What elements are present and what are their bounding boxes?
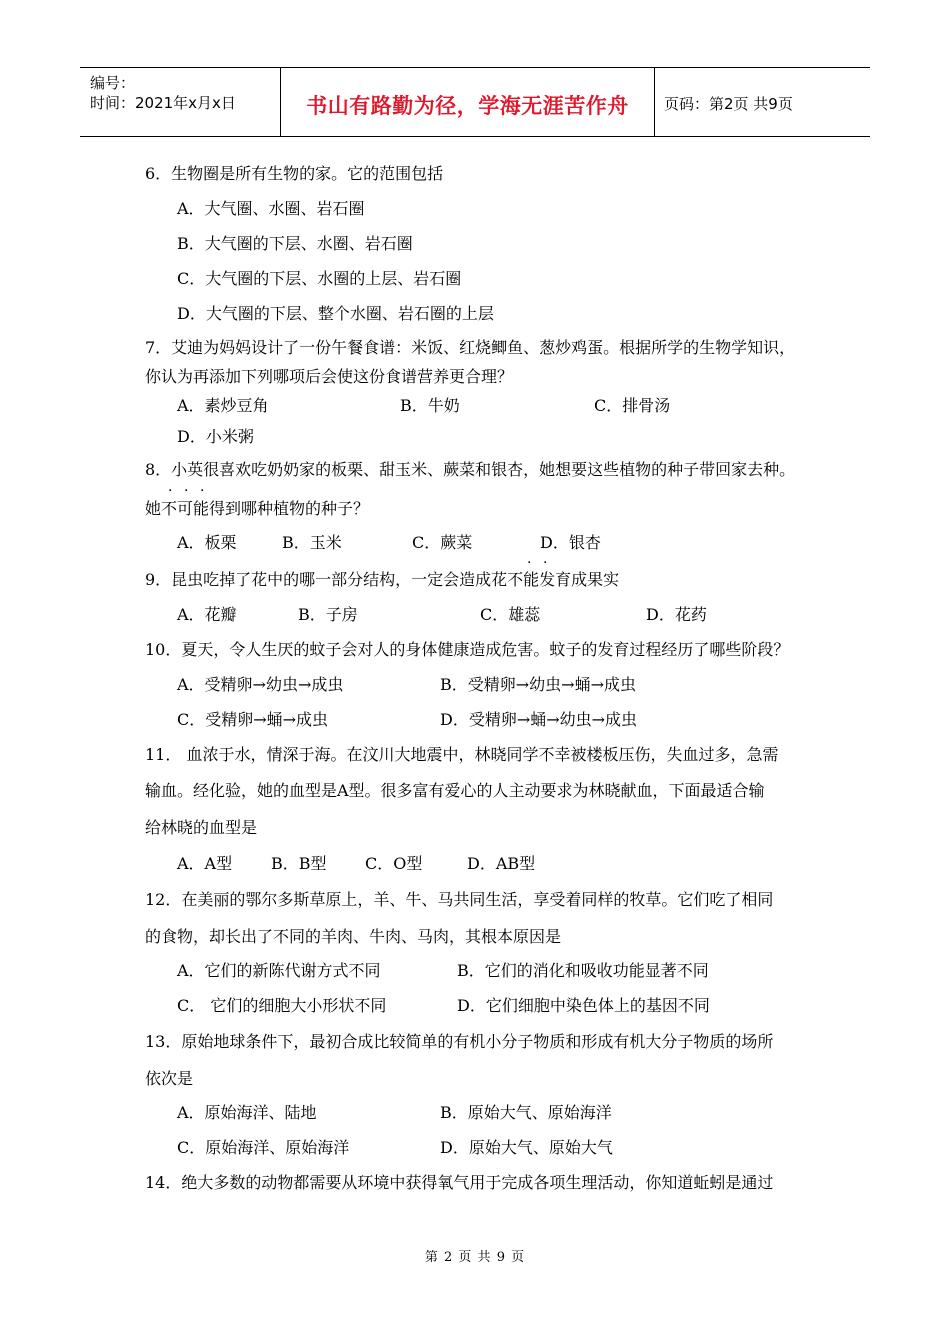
emphasis-dot: · bbox=[168, 483, 173, 499]
question-13-option-d: D．原始大气、原始大气 bbox=[440, 1138, 613, 1157]
emphasis-dot: · bbox=[543, 555, 548, 571]
question-10-option-a: A．受精卵→幼虫→成虫 bbox=[177, 675, 344, 694]
emphasis-dot: · bbox=[184, 483, 189, 499]
question-9-option-d: D．花药 bbox=[646, 605, 707, 624]
header-info-cell bbox=[80, 68, 280, 136]
question-8-option-d: D．银杏 bbox=[540, 533, 601, 552]
question-13-option-a: A．原始海洋、陆地 bbox=[177, 1103, 317, 1122]
question-14-stem: 14．绝大多数的动物都需要从环境中获得氧气用于完成各项生理活动，你知道蚯蚓是通过 bbox=[145, 1173, 774, 1192]
question-11-stem-line1: 11． 血浓于水，情深于海。在汶川大地震中，林晓同学不幸被楼板压伤，失血过多，急需 bbox=[145, 745, 779, 764]
page-header bbox=[80, 67, 870, 137]
question-10-option-b: B．受精卵→幼虫→蛹→成虫 bbox=[440, 675, 636, 694]
page-info: 页码：第2页 共9页 bbox=[664, 95, 793, 113]
question-11-option-a: A．A型 bbox=[177, 854, 233, 873]
question-13-option-c: C．原始海洋、原始海洋 bbox=[177, 1138, 350, 1157]
header-motto-cell bbox=[280, 68, 655, 136]
question-8-option-c: C．蕨菜 bbox=[412, 533, 473, 552]
question-7-option-a: A．素炒豆角 bbox=[177, 396, 269, 415]
question-8-stem-line1: 8．小英很喜欢吃奶奶家的板栗、甜玉米、蕨菜和银杏，她想要这些植物的种子带回家去种。 bbox=[145, 460, 796, 479]
header-page-cell bbox=[654, 68, 870, 136]
question-7-stem-line1: 7．艾迪为妈妈设计了一份午餐食谱：米饭、红烧鲫鱼、葱炒鸡蛋。根据所学的生物学知识， bbox=[145, 338, 796, 357]
question-9-stem: 9．昆虫吃掉了花中的哪一部分结构，一定会造成花不能发育成果实 bbox=[145, 570, 620, 589]
page-footer: 第 2 页 共 9 页 bbox=[424, 1250, 526, 1265]
question-11-stem-line2: 输血。经化验，她的血型是A型。很多富有爱心的人主动要求为林晓献血，下面最适合输 bbox=[145, 781, 765, 800]
motto-text: 书山有路勤为径，学海无涯苦作舟 bbox=[306, 94, 629, 118]
question-9-option-b: B．子房 bbox=[298, 605, 358, 624]
question-9-option-a: A．花瓣 bbox=[177, 605, 237, 624]
time-label: 时间：2021年x月x日 bbox=[90, 94, 236, 112]
question-6-option-d: D．大气圈的下层、整个水圈、岩石圈的上层 bbox=[177, 304, 494, 323]
question-12-option-b: B．它们的消化和吸收功能显著不同 bbox=[457, 961, 709, 980]
number-label: 编号： bbox=[90, 74, 136, 92]
question-6-option-b: B．大气圈的下层、水圈、岩石圈 bbox=[177, 234, 413, 253]
question-10-stem: 10．夏天，令人生厌的蚊子会对人的身体健康造成危害。蚊子的发育过程经历了哪些阶段？ bbox=[145, 640, 790, 659]
question-12-stem-line1: 12．在美丽的鄂尔多斯草原上，羊、牛、马共同生活，享受着同样的牧草。它们吃了相同 bbox=[145, 890, 774, 909]
question-12-option-d: D．它们细胞中染色体上的基因不同 bbox=[457, 996, 710, 1015]
question-6-option-a: A．大气圈、水圈、岩石圈 bbox=[177, 199, 365, 218]
emphasis-dot: · bbox=[527, 555, 532, 571]
question-10-option-c: C．受精卵→蛹→成虫 bbox=[177, 710, 329, 729]
question-7-option-b: B．牛奶 bbox=[400, 396, 460, 415]
question-13-option-b: B．原始大气、原始海洋 bbox=[440, 1103, 612, 1122]
question-8-option-a: A．板栗 bbox=[177, 533, 237, 552]
question-11-option-d: D．AB型 bbox=[467, 854, 536, 873]
question-6-option-c: C．大气圈的下层、水圈的上层、岩石圈 bbox=[177, 269, 462, 288]
question-11-option-c: C．O型 bbox=[365, 854, 423, 873]
question-13-stem-line2: 依次是 bbox=[145, 1069, 194, 1088]
question-7-option-d: D．小米粥 bbox=[177, 427, 254, 446]
question-6-stem: 6．生物圈是所有生物的家。它的范围包括 bbox=[145, 164, 444, 183]
question-11-option-b: B．B型 bbox=[271, 854, 327, 873]
emphasis-dot: · bbox=[200, 483, 205, 499]
question-11-stem-line3: 给林晓的血型是 bbox=[145, 818, 258, 837]
question-13-stem-line1: 13．原始地球条件下，最初合成比较简单的有机小分子物质和形成有机大分子物质的场所 bbox=[145, 1032, 774, 1051]
question-12-stem-line2: 的食物，却长出了不同的羊肉、牛肉、马肉，其根本原因是 bbox=[145, 927, 562, 946]
question-12-option-c: C． 它们的细胞大小形状不同 bbox=[177, 996, 387, 1015]
question-7-option-c: C．排骨汤 bbox=[594, 396, 671, 415]
question-8-stem-line2: 她不可能得到哪种植物的种子？ bbox=[145, 499, 370, 518]
question-7-stem-line2: 你认为再添加下列哪项后会使这份食谱营养更合理？ bbox=[145, 367, 514, 386]
question-8-option-b: B．玉米 bbox=[282, 533, 342, 552]
question-10-option-d: D．受精卵→蛹→幼虫→成虫 bbox=[440, 710, 638, 729]
question-9-option-c: C．雄蕊 bbox=[480, 605, 541, 624]
question-12-option-a: A．它们的新陈代谢方式不同 bbox=[177, 961, 381, 980]
